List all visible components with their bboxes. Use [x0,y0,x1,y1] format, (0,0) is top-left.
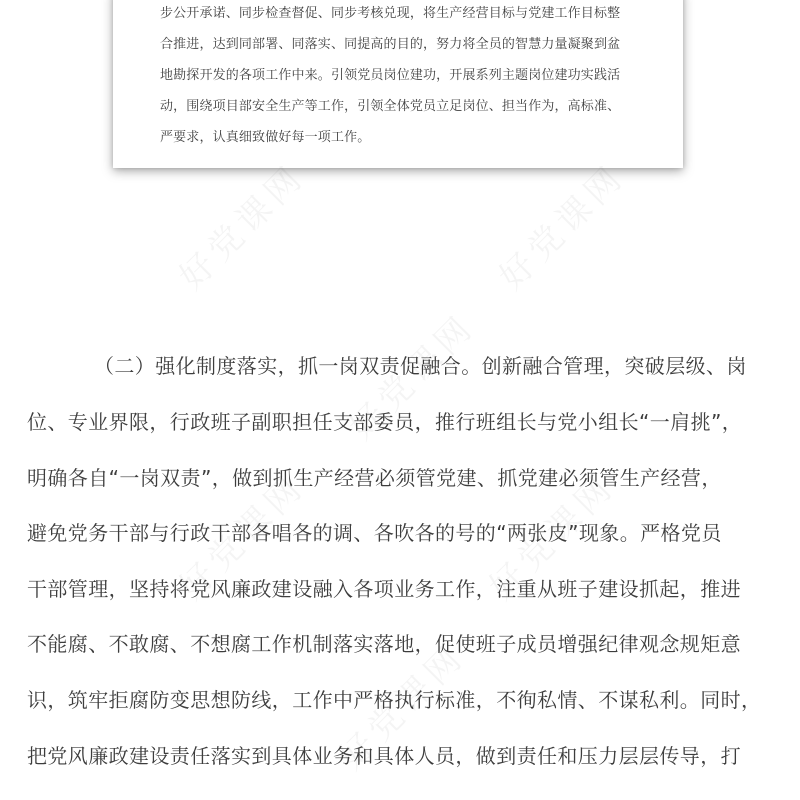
card-text-line: 步公开承诺、同步检查督促、同步考核兑现，将生产经营目标与党建工作目标整 [160,6,621,21]
watermark [166,151,314,299]
card-text-line: 合推进，达到同部署、同落实、同提高的目的，努力将全员的智慧力量凝聚到盆 [160,37,621,52]
paragraph-line: 识，筑牢拒腐防变思想防线，工作中严格执行标准，不徇私情、不谋私利。同时， [27,688,762,712]
card-text-line: 严要求，认真细致做好每一项工作。 [160,130,371,145]
paragraph-line: （二）强化制度落实，抓一岗双责促融合。创新融合管理，突破层级、岗 [94,354,747,378]
watermark [486,151,634,299]
card-text-line: 动，围绕项目部安全生产等工作，引领全体党员立足岗位、担当作为，高标准、 [160,99,621,114]
quote-card [113,0,683,168]
card-text-line: 地勘探开发的各项工作中来。引领党员岗位建功，开展系列主题岗位建功实践活 [160,68,621,83]
paragraph-line: 干部管理，坚持将党风廉政建设融入各项业务工作，注重从班子建设抓起，推进 [27,577,741,601]
paragraph-line: 位、专业界限，行政班子副职担任支部委员，推行班组长与党小组长“一肩挑”， [27,410,743,434]
paragraph-line: 明确各自“一岗双责”，做到抓生产经营必须管党建、抓党建必须管生产经营， [27,466,722,490]
paragraph-line: 把党风廉政建设责任落实到具体业务和具体人员，做到责任和压力层层传导，打 [27,744,741,768]
paragraph-line: 不能腐、不敢腐、不想腐工作机制落实落地，促使班子成员增强纪律观念规矩意 [27,632,741,656]
paragraph-line: 避免党务干部与行政干部各唱各的调、各吹各的号的“两张皮”现象。严格党员 [27,521,722,545]
